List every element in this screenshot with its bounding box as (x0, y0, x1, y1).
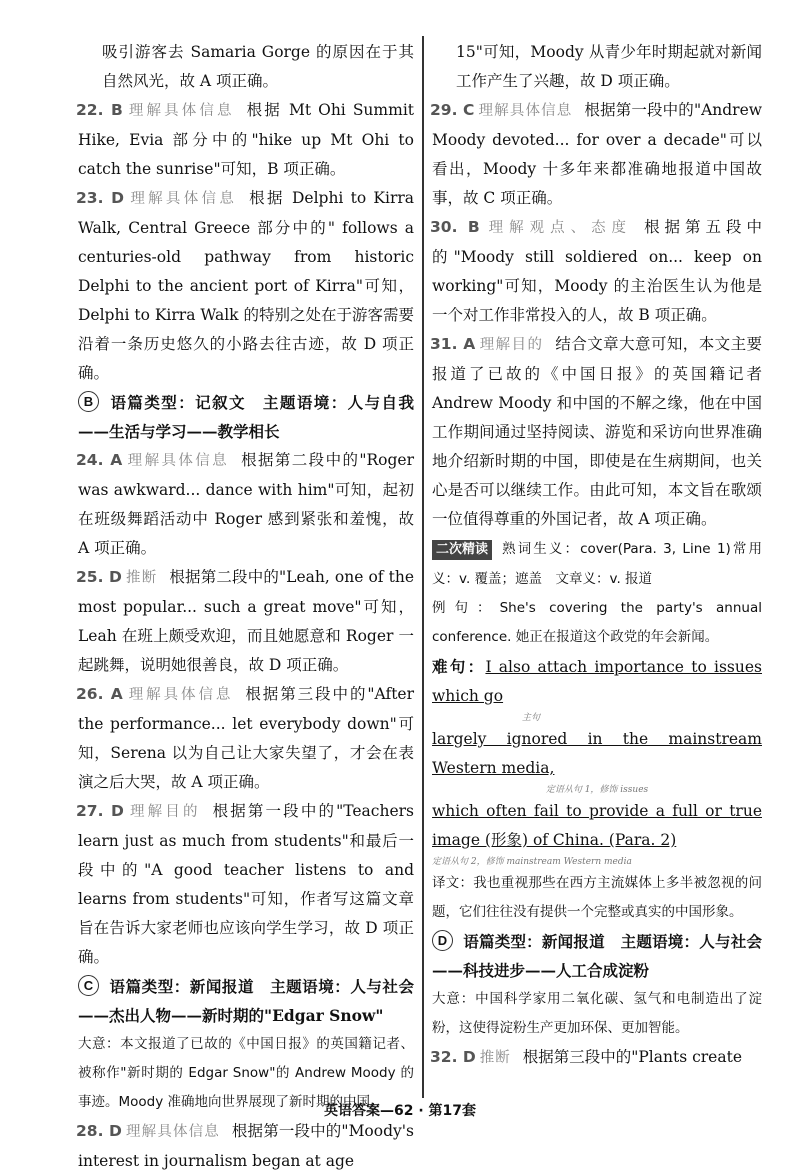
main-idea-d: 大意：中国科学家用二氧化碳、氢气和电制造出了淀粉，这使得淀粉生产更加环保、更加智能。 (432, 991, 762, 1036)
hard-sentence-line-3: which often fail to provide a full or true image (形象) of China. (Para. 2) (432, 802, 762, 849)
question-type: 理解目的 (127, 804, 201, 820)
question-type: 推断 (479, 1050, 511, 1066)
hard-sentence-main: I also attach importance to issues which go (432, 658, 762, 705)
question-type: 理解具体信息 (126, 453, 230, 469)
question-type: 理解具体信息 (126, 103, 235, 119)
hard-sentence-label: 难句： (432, 657, 486, 676)
page-footer: 英语答案—62 · 第17套 (323, 1103, 477, 1119)
hard-sentence-line-1 (432, 652, 762, 711)
question-number: 27. D (76, 802, 124, 820)
answer-22 (78, 96, 414, 184)
question-number: 28. D (76, 1122, 122, 1140)
second-reading-tag: 二次精读 (432, 540, 492, 560)
answer-text: 根据 Mt Ohi Summit Hike, Evia 部分中的"hike up Mt Ohi to catch the sunrise"可知，B 项正确。 (78, 101, 415, 178)
annotation-main-clause: 主句 (522, 713, 541, 723)
question-type: 理解具体信息 (125, 1124, 220, 1140)
question-number: 22. B (76, 101, 123, 119)
answer-text: 根据第二段中的"Roger was awkward... dance with him"可知，起初在班级舞蹈活动中 Roger 感到紧张和羞愧，故 A 项正确。 (78, 451, 415, 557)
question-type: 理解具体信息 (126, 687, 234, 703)
section-badge: B (78, 391, 99, 412)
question-number: 25. D (76, 568, 122, 586)
question-type: 推断 (125, 570, 158, 586)
answer-28 (78, 1117, 414, 1176)
question-type: 理解具体信息 (478, 103, 573, 119)
question-number: 29. C (430, 101, 475, 119)
answer-text: 根据第三段中的"Plants create (522, 1048, 742, 1066)
section-heading: 语篇类型：新闻报道 主题语境：人与社会——科技进步——人工合成淀粉 (432, 932, 762, 980)
question-type: 理解具体信息 (128, 191, 238, 207)
question-number: 26. A (76, 685, 123, 703)
answer-text: 根据第一段中的"Moody's interest in journalism began at age (78, 1122, 414, 1170)
section-d-header (432, 927, 762, 985)
left-column (78, 38, 414, 1176)
question-number: 32. D (430, 1048, 476, 1066)
question-number: 24. A (76, 451, 123, 469)
answer-24 (78, 446, 414, 563)
vocab-text: 熟词生义：cover(Para. 3, Line 1)常用义：v. 覆盖；遮盖 文章义：v. 报道 (432, 541, 762, 587)
section-badge: D (432, 930, 453, 951)
answer-text: 根据第五段中的"Moody still soldiered on... keep on working"可知，Moody 的主治医生认为他是一个对工作非常投入的人，故 B 项正确。 (432, 218, 762, 324)
answer-23 (78, 184, 414, 388)
answer-text: 根据 Delphi to Kirra Walk, Central Greece 部分中的" follows a centuries-old pathway from historic Delphi to the ancient port of Kirra"可知，Delphi to Kirra Walk 的特别之处在于游客需要沿着一条历史悠久的小路去往古迹，故 D 项正确。 (78, 189, 415, 382)
hard-sentence-line-2: largely ignored in the mainstream Western media, (432, 730, 762, 777)
vocab-note (432, 534, 762, 594)
section-b-header (78, 388, 414, 446)
continued-answer: 吸引游客去 Samaria Gorge 的原因在于其自然风光，故 A 项正确。 (102, 43, 414, 90)
annotation-clause-2: 定语从句 2，修饰 mainstream Western media (432, 857, 632, 867)
question-type: 理解目的 (479, 337, 544, 353)
section-c-header (78, 972, 414, 1030)
answer-26 (78, 680, 414, 797)
answer-31 (432, 330, 762, 534)
answer-text: 根据第二段中的"Leah, one of the most popular... such a great move"可知，Leah 在班上颇受欢迎，而且她愿意和 Roger 一起跳舞，说明她很善良，故 D 项正确。 (78, 568, 414, 674)
answer-29 (432, 96, 762, 213)
answer-text: 根据第一段中的"Teachers learn just as much from students"和最后一段中的"A good teacher listens to and learns from students"可知，作者写这篇文章旨在告诉大家老师也应该向学生学习，故 D 项正确。 (78, 802, 414, 966)
answer-text: 根据第三段中的"After the performance... let everybody down"可知，Serena 以为自己让大家失望了，才会在表演之后大哭，故 A 项正确。 (78, 685, 415, 791)
section-badge: C (78, 975, 99, 996)
question-number: 30. B (430, 218, 480, 236)
answer-32 (432, 1043, 762, 1073)
answer-30 (432, 213, 762, 330)
right-column (432, 38, 762, 1073)
question-number: 23. D (76, 189, 125, 207)
column-divider (422, 36, 424, 1098)
section-heading: 语篇类型：记叙文 主题语境：人与自我——生活与学习——教学相长 (78, 393, 414, 441)
section-heading: 语篇类型：新闻报道 主题语境：人与社会——杰出人物——新时期的"Edgar Snow" (78, 977, 414, 1025)
continued-answer: 15"可知，Moody 从青少年时期起就对新闻工作产生了兴趣，故 D 项正确。 (456, 43, 762, 90)
translation: 译文：我也重视那些在西方主流媒体上多半被忽视的问题，它们往往没有提供一个完整或真实的中国形象。 (432, 875, 762, 920)
question-type: 理解观点、态度 (483, 220, 633, 236)
question-number: 31. A (430, 335, 476, 353)
annotation-clause-1: 定语从句 1，修饰 issues (545, 785, 649, 795)
answer-text: 结合文章大意可知，本文主要报道了已故的《中国日报》的英国籍记者 Andrew Moody 和中国的不解之缘，他在中国工作期间通过坚持阅读、游览和采访向世界准确地介绍新时期的中国，即使是在生病期间，也关心是否可以继续工作。由此可知，本文旨在歌颂一位值得尊重的外国记者，故 A 项正确。 (432, 335, 762, 528)
example-sentence: 例句：She's covering the party's annual conference. 她正在报道这个政党的年会新闻。 (432, 600, 762, 645)
main-idea-c: 大意：本文报道了已故的《中国日报》的英国籍记者、被称作"新时期的 Edgar Snow"的 Andrew Moody 的事迹。Moody 准确地向世界展现了新时期的中国。 (78, 1036, 414, 1110)
answer-text: 根据第一段中的"Andrew Moody devoted... for over a decade"可以看出，Moody 十多年来都准确地报道中国故事，故 C 项正确。 (432, 101, 763, 207)
answer-27 (78, 797, 414, 972)
answer-25 (78, 563, 414, 680)
